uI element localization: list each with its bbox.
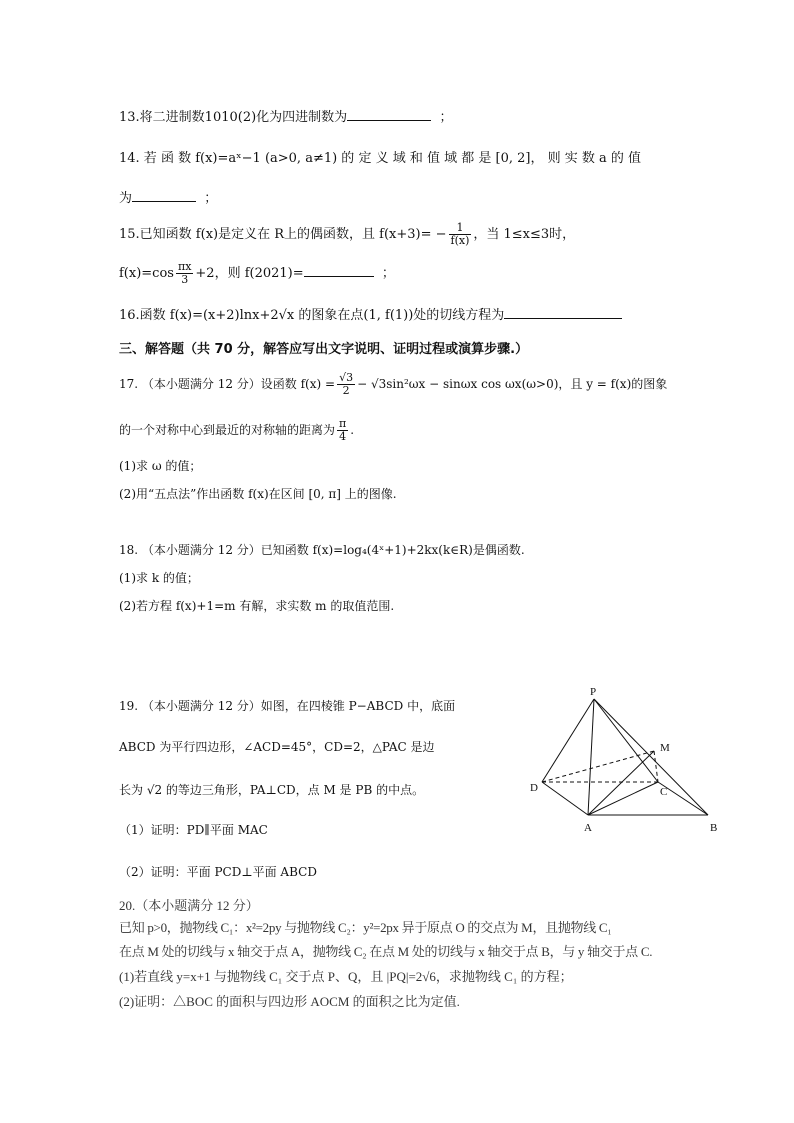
question-18: 18. （本小题满分 12 分）已知函数 f(x)=log₄(4ˣ+1)+2kx(k∈R)是偶函数. [119, 543, 525, 557]
pyramid-figure [520, 685, 730, 840]
fraction: $\frac{\pi}{4}$ [339, 417, 347, 443]
answer-blank [304, 262, 374, 277]
question-20-line-3: 在点 M 处的切线与 x 轴交于点 A，抛物线 C₂ 在点 M 处的切线与 x 轴交于点 B，与 y 轴交于点 C. [119, 944, 653, 959]
answer-blank [132, 187, 196, 202]
question-15-line-2: f(x)=cos $\frac{\pi x}{3}$ +2，则 f(2021)= ； [119, 260, 395, 286]
edge-PC [594, 699, 658, 782]
label-P: P [590, 686, 597, 698]
fraction: $\frac{1}{f(x)}$ [450, 221, 470, 247]
question-15: 15.已知函数 f(x)是定义在 R上的偶函数，且 f(x+3)= − $\frac{1}{f(x)}$ ，当 1≤x≤3时， [119, 221, 576, 247]
edge-DA [542, 782, 588, 815]
question-17-part-1: (1)求 ω 的值； [119, 459, 202, 473]
label-C: C [660, 786, 668, 798]
section-heading: 三、解答题（共 70 分，解答应写出文字说明、证明过程或演算步骤.） [119, 342, 529, 357]
question-13: 13.将二进制数1010(2)化为四进制数为 ； [119, 106, 452, 128]
question-16: 16.函数 f(x)=(x+2)lnx+2√x 的图象在点(1, f(1))处的切线方程为 [119, 304, 622, 326]
question-20: 20.（本小题满分 12 分） [119, 898, 259, 913]
question-19: 19. （本小题满分 12 分）如图，在四棱锥 P−ABCD 中，底面 [119, 699, 456, 713]
question-18-part-1: (1)求 k 的值； [119, 571, 199, 585]
label-A: A [584, 822, 592, 834]
question-18-part-2: (2)若方程 f(x)+1=m 有解，求实数 m 的取值范围. [119, 599, 395, 613]
edge-PB [594, 699, 708, 815]
question-19-line-3: 长为 √2 的等边三角形，PA⊥CD，点 M 是 PB 的中点。 [119, 783, 425, 797]
question-19-line-2: ABCD 为平行四边形，∠ACD=45°，CD=2，△PAC 是边 [119, 740, 435, 754]
question-17: 17. （本小题满分 12 分）设函数 f(x) = $\frac{√3}{2}$ − √3sin²ωx − sinωx cos ωx(ω>0)，且 y = f(x)的图象 [119, 371, 668, 397]
question-17-line-2: 的一个对称中心到最近的对称轴的距离为 $\frac{\pi}{4}$ . [119, 417, 355, 443]
answer-blank [504, 304, 622, 319]
fraction: $\frac{√3}{2}$ [339, 371, 354, 397]
edge-PA [588, 699, 594, 815]
question-20-part-1: (1)若直线 y=x+1 与抛物线 C₁ 交于点 P、Q，且 |PQ|=2√6，求抛物线 C₁ 的方程； [119, 969, 573, 984]
label-M: M [660, 742, 670, 754]
question-19-part-1: （1）证明：PD∥平面 MAC [119, 823, 268, 837]
fraction: $\frac{\pi x}{3}$ [177, 260, 192, 286]
label-D: D [530, 782, 538, 794]
edge-AM [588, 751, 654, 815]
question-14: 14. 若 函 数 f(x)=aˣ−1 (a>0, a≠1) 的 定 义 域 和 值 域 都 是 [0, 2]， 则 实 数 a 的 值 [119, 151, 641, 166]
question-17-part-2: (2)用“五点法”作出函数 f(x)在区间 [0, π] 上的图像. [119, 487, 397, 501]
question-14-line-2: 为 ； [119, 187, 217, 209]
answer-blank [347, 106, 431, 121]
question-20-part-2: (2)证明：△BOC 的面积与四边形 AOCM 的面积之比为定值. [119, 994, 460, 1009]
question-20-line-2: 已知 p>0，抛物线 C₁：x²=2py 与抛物线 C₂：y²=2px 异于原点 O 的交点为 M，且抛物线 C₁ [119, 920, 612, 935]
label-B: B [710, 822, 718, 834]
edge-AC [588, 782, 658, 815]
question-19-part-2: （2）证明：平面 PCD⊥平面 ABCD [119, 865, 317, 879]
